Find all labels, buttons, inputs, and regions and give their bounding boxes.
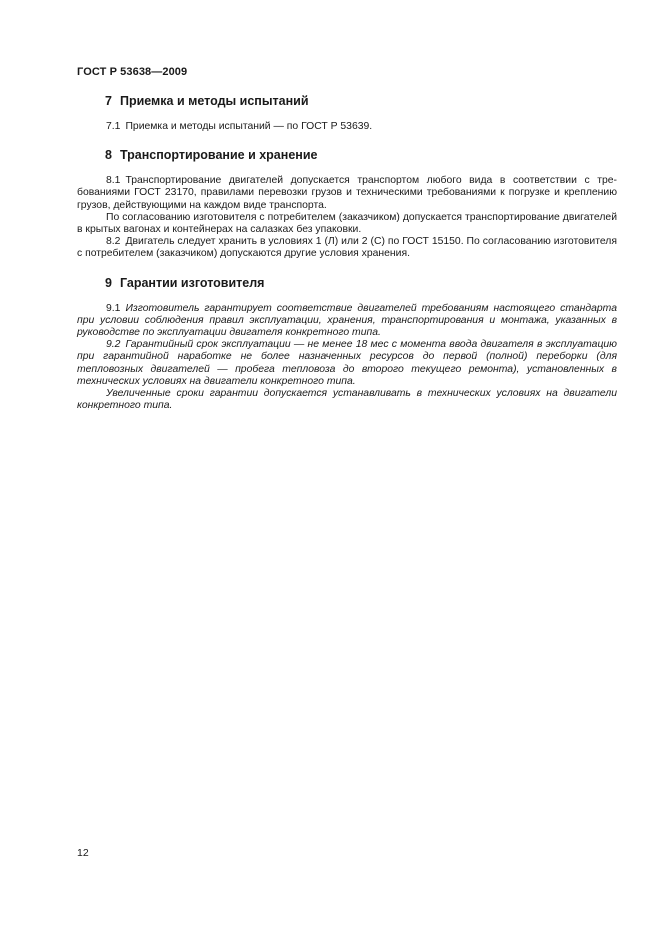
clause-number: 9.2 (106, 339, 121, 351)
clause-text: По согласованию изготовителя с потребителем (заказчиком) допускается транспортирование двигателей в крытых вагонах и контейнерах на салазках без упаковки. (77, 211, 617, 236)
clause-number: 8.1 (106, 175, 121, 187)
section-title: Гарантии изготовителя (119, 275, 265, 290)
paragraph-9-1 (77, 303, 617, 340)
section-number: 9 (105, 275, 112, 290)
paragraph-8-1 (77, 175, 617, 212)
section-heading-9 (105, 276, 617, 291)
section-heading-8 (105, 148, 617, 163)
clause-text: Транспортирование двигателей допускается транспортом любого вида в соответствии с требованиями ГОСТ 23170, правилами перевозки грузов и техническими требованиями к погрузке и креплению грузов, действующими на каждом виде транспорта. (77, 175, 617, 211)
section-title: Приемка и методы испытаний (119, 94, 309, 108)
paragraph-7-1 (77, 121, 617, 133)
document-body (77, 94, 617, 412)
document-code-header: ГОСТ Р 53638—2009 (77, 66, 188, 78)
page-number: 12 (77, 847, 89, 859)
clause-number: 9.1 (106, 302, 121, 314)
clause-text: Увеличенные сроки гарантии допускается устанавливать в технических условиях на двигатели конкретного типа. (77, 388, 617, 412)
section-heading-7 (105, 94, 617, 109)
section-number: 7 (105, 94, 112, 108)
clause-number: 7.1 (106, 121, 121, 132)
paragraph-8-2 (77, 236, 617, 260)
paragraph-9-2 (77, 339, 617, 388)
clause-text: Изготовитель гарантирует соответствие двигателей требованиям настоящего стандарта при условии соблюдения правил эксплуатации, хранения, транспортирования и монтажа, указанных в руководстве по эксплуатации двигателя конкретного типа. (77, 302, 617, 339)
paragraph-9-2-cont (77, 388, 617, 412)
clause-text: Двигатель следует хранить в условиях 1 (Л) или 2 (С) по ГОСТ 15150. По согласованию изготовителя с потребителем (заказчиком) допускаются другие условия хранения. (77, 236, 617, 260)
paragraph-8-1-cont (77, 212, 617, 236)
clause-text: Приемка и методы испытаний — по ГОСТ Р 53639. (125, 121, 373, 132)
section-title: Транспортирование и хранение (119, 148, 318, 163)
clause-number: 8.2 (106, 236, 121, 248)
section-number: 8 (105, 148, 112, 163)
clause-text: Гарантийный срок эксплуатации — не менее 18 мес с момента ввода двигателя в эксплуатацию при гарантийной наработке не более назначенных ресурсов до первой (полной) переборки (для тепловозных двигателей — пробега тепловоза до второго текущего ремонта), установленных в технических условиях на двигатели конкретного типа. (77, 339, 617, 387)
